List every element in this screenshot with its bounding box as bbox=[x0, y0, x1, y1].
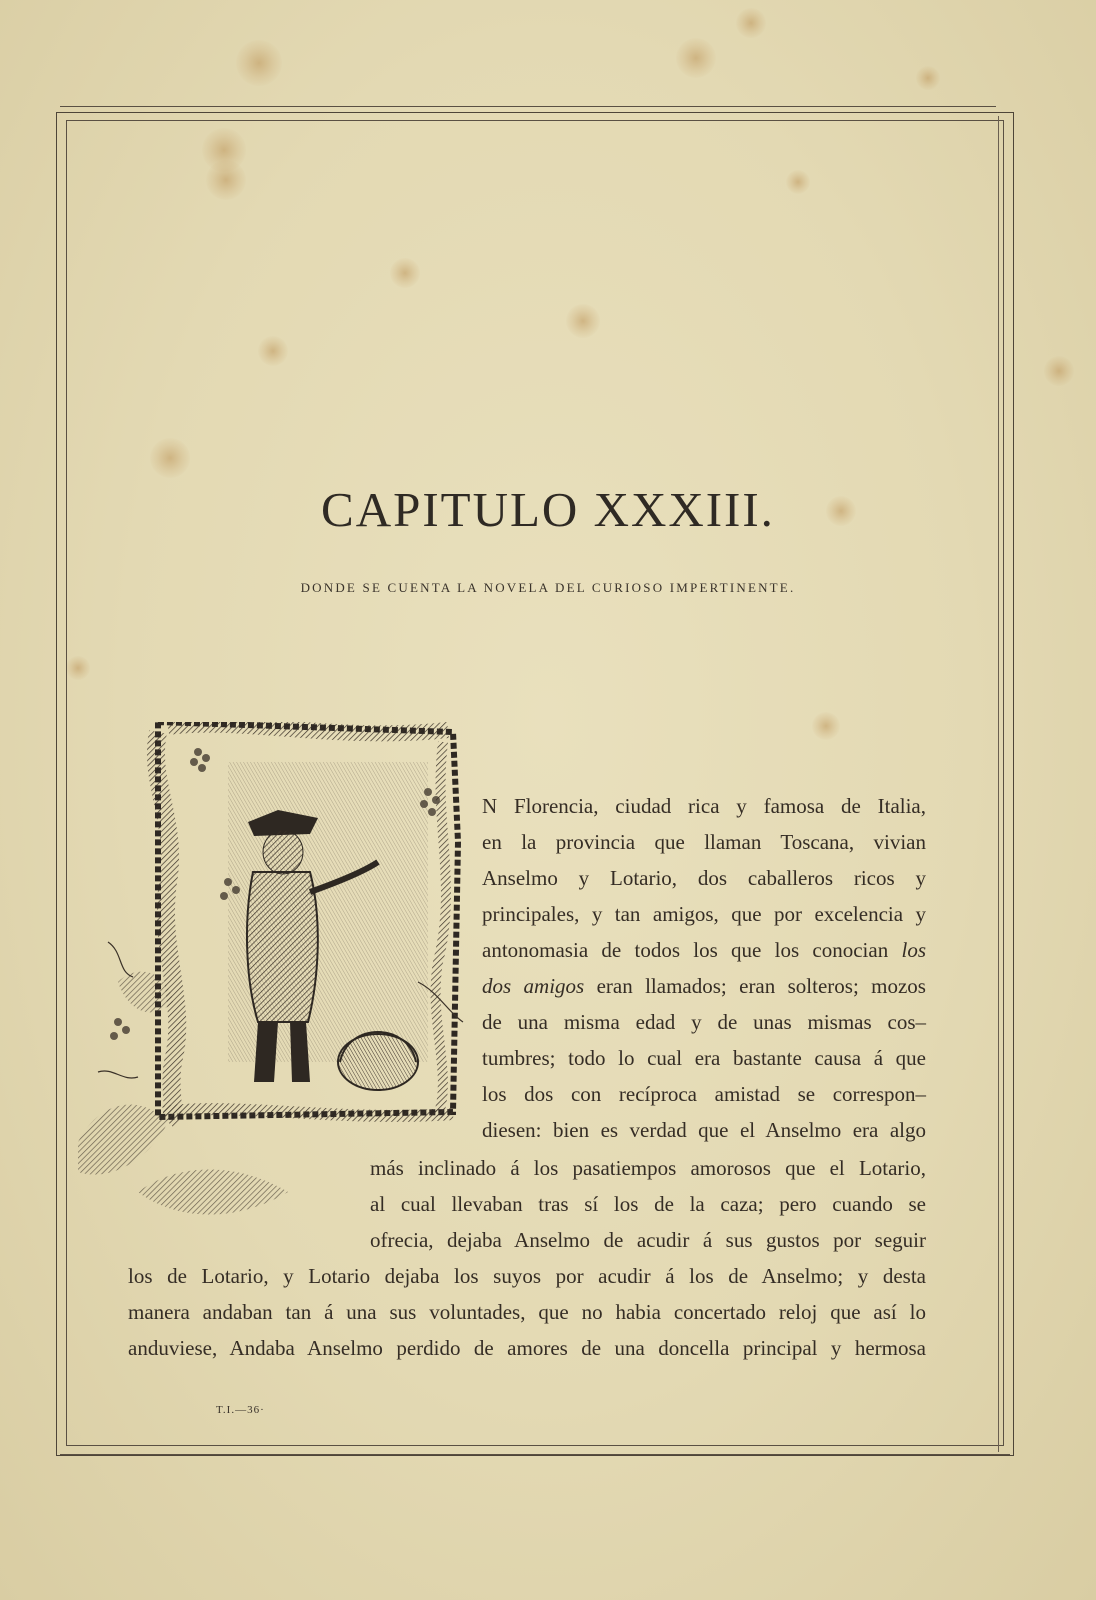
italic-fragment: dos amigos bbox=[482, 974, 585, 998]
text-line: diesen: bien es verdad que el Anselmo era algo bbox=[482, 1118, 926, 1142]
bottom-rule bbox=[60, 1454, 1010, 1455]
chapter-subtitle: DONDE SE CUENTA LA NOVELA DEL CURIOSO IMPERTINENTE. bbox=[300, 580, 796, 595]
text-line: N Florencia, ciudad rica y famosa de Italia, bbox=[482, 794, 926, 818]
foxing-spot bbox=[736, 8, 766, 38]
chapter-title: CAPITULO XXXIII. bbox=[321, 481, 775, 537]
text-fragment: antonomasia de todos los que los conocian bbox=[482, 938, 889, 962]
text-line: tumbres; todo lo cual era bastante causa á que bbox=[482, 1046, 926, 1070]
foxing-spot bbox=[236, 40, 282, 86]
text-line: Anselmo y Lotario, dos caballeros ricos y bbox=[482, 866, 926, 890]
top-rule bbox=[60, 106, 996, 107]
text-line: los de Lotario, y Lotario dejaba los suyos por acudir á los de Anselmo; y desta bbox=[128, 1264, 926, 1288]
text-line: en la provincia que llaman Toscana, vivian bbox=[482, 830, 926, 854]
text-line: de una misma edad y de unas mismas cos– bbox=[482, 1010, 926, 1034]
text-line: más inclinado á los pasatiempos amorosos que el Lotario, bbox=[370, 1156, 926, 1180]
text-fragment: eran llamados; eran solteros; mozos bbox=[596, 974, 926, 998]
text-line: principales, y tan amigos, que por excelencia y bbox=[482, 902, 926, 926]
italic-fragment: los bbox=[901, 938, 927, 962]
printer-signature-mark: T.I.—36· bbox=[216, 1404, 265, 1416]
foxing-spot bbox=[1044, 356, 1074, 386]
text-line: anduviese, Andaba Anselmo perdido de amores de una doncella principal y hermosa bbox=[128, 1336, 926, 1360]
foxing-spot bbox=[676, 38, 716, 78]
text-line: al cual llevaban tras sí los de la caza; pero cuando se bbox=[370, 1192, 926, 1216]
text-line: ofrecia, dejaba Anselmo de acudir á sus gustos por seguir bbox=[370, 1228, 926, 1252]
text-line-with-italic bbox=[482, 938, 926, 962]
text-line-with-italic bbox=[482, 974, 926, 998]
text-line: manera andaban tan á una sus voluntades, que no habia concertado reloj que así lo bbox=[128, 1300, 926, 1324]
frame-right-rule bbox=[998, 116, 1003, 1452]
text-line: los dos con recíproca amistad se correspon– bbox=[482, 1082, 926, 1106]
foxing-spot bbox=[916, 66, 940, 90]
